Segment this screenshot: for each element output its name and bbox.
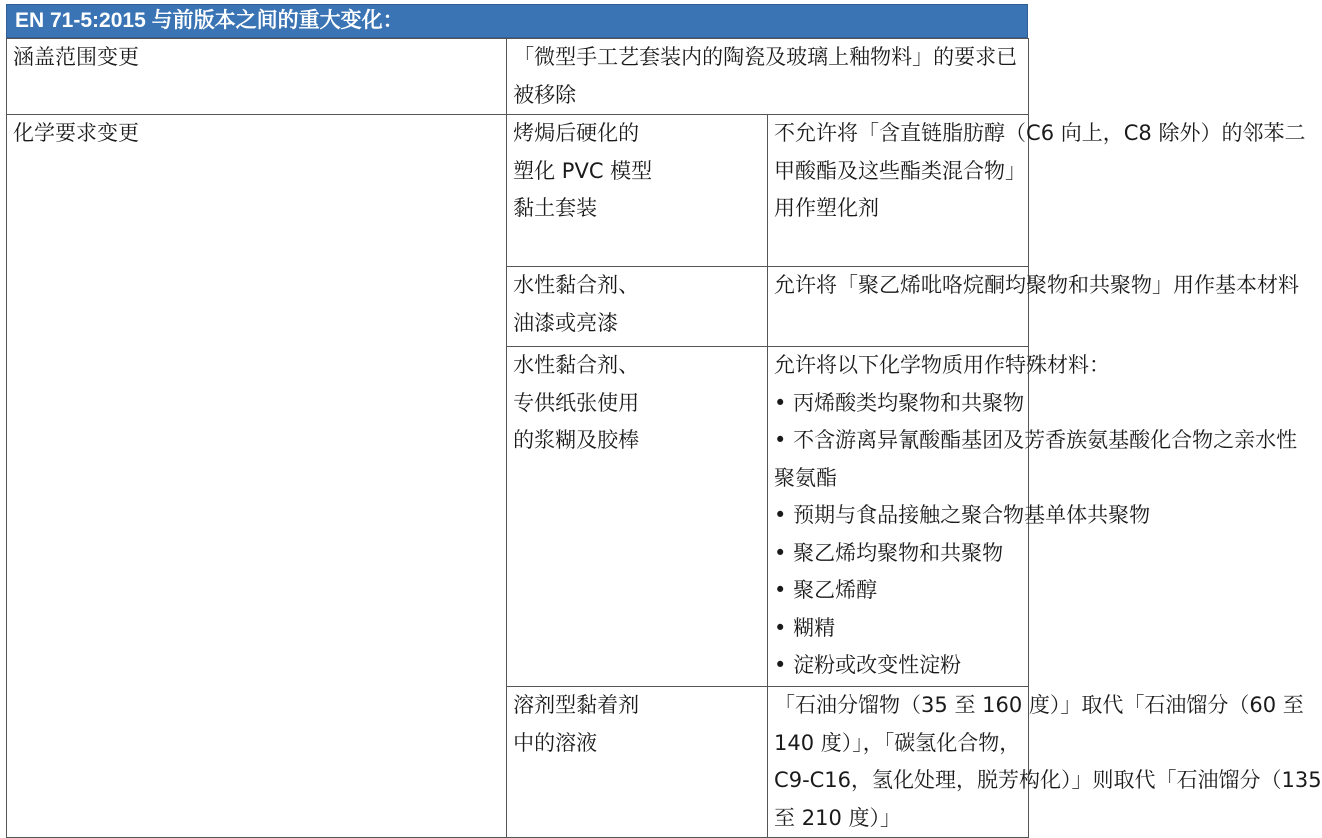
bullet-item-continuation: 聚氨酯 xyxy=(774,465,838,490)
changes-table xyxy=(6,38,1322,838)
item-desc-line: 用作塑化剂 xyxy=(774,196,880,220)
item-desc-intro: 允许将以下化学物质用作特殊材料： xyxy=(774,353,1111,377)
table-title: EN 71-5:2015 与前版本之间的重大变化： xyxy=(6,4,1028,38)
bullet-item: • 糊精 xyxy=(774,610,1022,648)
item-name-line: 油漆或亮漆 xyxy=(513,310,619,335)
chem-label: 化学要求变更 xyxy=(7,115,507,838)
bullet-item: • 淀粉或改变性淀粉 xyxy=(774,647,1022,685)
bullet-item: • 聚乙烯均聚物和共聚物 xyxy=(774,535,1022,573)
item-desc xyxy=(768,115,1306,267)
item-name-line: 烤焗后硬化的 xyxy=(513,121,640,145)
item-name-line: 专供纸张使用 xyxy=(513,390,640,415)
scope-label: 涵盖范围变更 xyxy=(7,39,507,115)
scope-text: 「微型手工艺套装内的陶瓷及玻璃上釉物料」的要求已被移除 xyxy=(507,39,1029,115)
item-desc-line: 不允许将「含直链脂肪醇（C6 向上，C8 除外）的邻苯二 xyxy=(774,121,1306,145)
item-desc-line: C9-C16，氢化处理，脱芳构化）」则取代「石油馏分（135 xyxy=(774,768,1322,792)
item-name-line: 的浆糊及胶棒 xyxy=(513,428,640,452)
item-name-line: 溶剂型黏着剂 xyxy=(513,693,640,717)
item-name-line: 水性黏合剂、 xyxy=(513,353,640,377)
bullet-item: • 预期与食品接触之聚合物基单体共聚物 xyxy=(774,497,1022,535)
item-desc-line: 允许将「聚乙烯吡咯烷酮均聚物和共聚物」用作基本材料 xyxy=(774,273,1300,297)
bullet-item: • 丙烯酸类均聚物和共聚物 xyxy=(774,385,1022,423)
item-name-line: 黏土套装 xyxy=(513,196,598,220)
item-name-line: 塑化 PVC 模型 xyxy=(513,158,653,183)
item-desc-line: 至 210 度）」 xyxy=(774,805,901,830)
item-desc xyxy=(768,687,1322,838)
item-desc-line: 「石油分馏物（35 至 160 度）」取代「石油馏分（60 至 xyxy=(774,693,1304,717)
item-desc-line: 甲酸酯及这些酯类混合物」 xyxy=(774,158,1027,183)
bullet-item: • 不含游离异氰酸酯基团及芳香族氨基酸化合物之亲水性 xyxy=(774,422,1022,460)
item-name xyxy=(507,267,768,347)
item-name-line: 中的溶液 xyxy=(513,730,598,755)
item-name xyxy=(507,115,768,267)
item-desc xyxy=(768,267,1300,347)
bullet-item: • 聚乙烯醇 xyxy=(774,572,1022,610)
item-name xyxy=(507,347,768,687)
table-row xyxy=(7,39,1029,115)
item-name-line: 水性黏合剂、 xyxy=(513,273,640,297)
item-desc-line: 140 度）」，「碳氢化合物， xyxy=(774,730,1021,755)
item-name xyxy=(507,687,768,838)
table-row xyxy=(7,115,1029,267)
item-desc xyxy=(768,347,1298,687)
